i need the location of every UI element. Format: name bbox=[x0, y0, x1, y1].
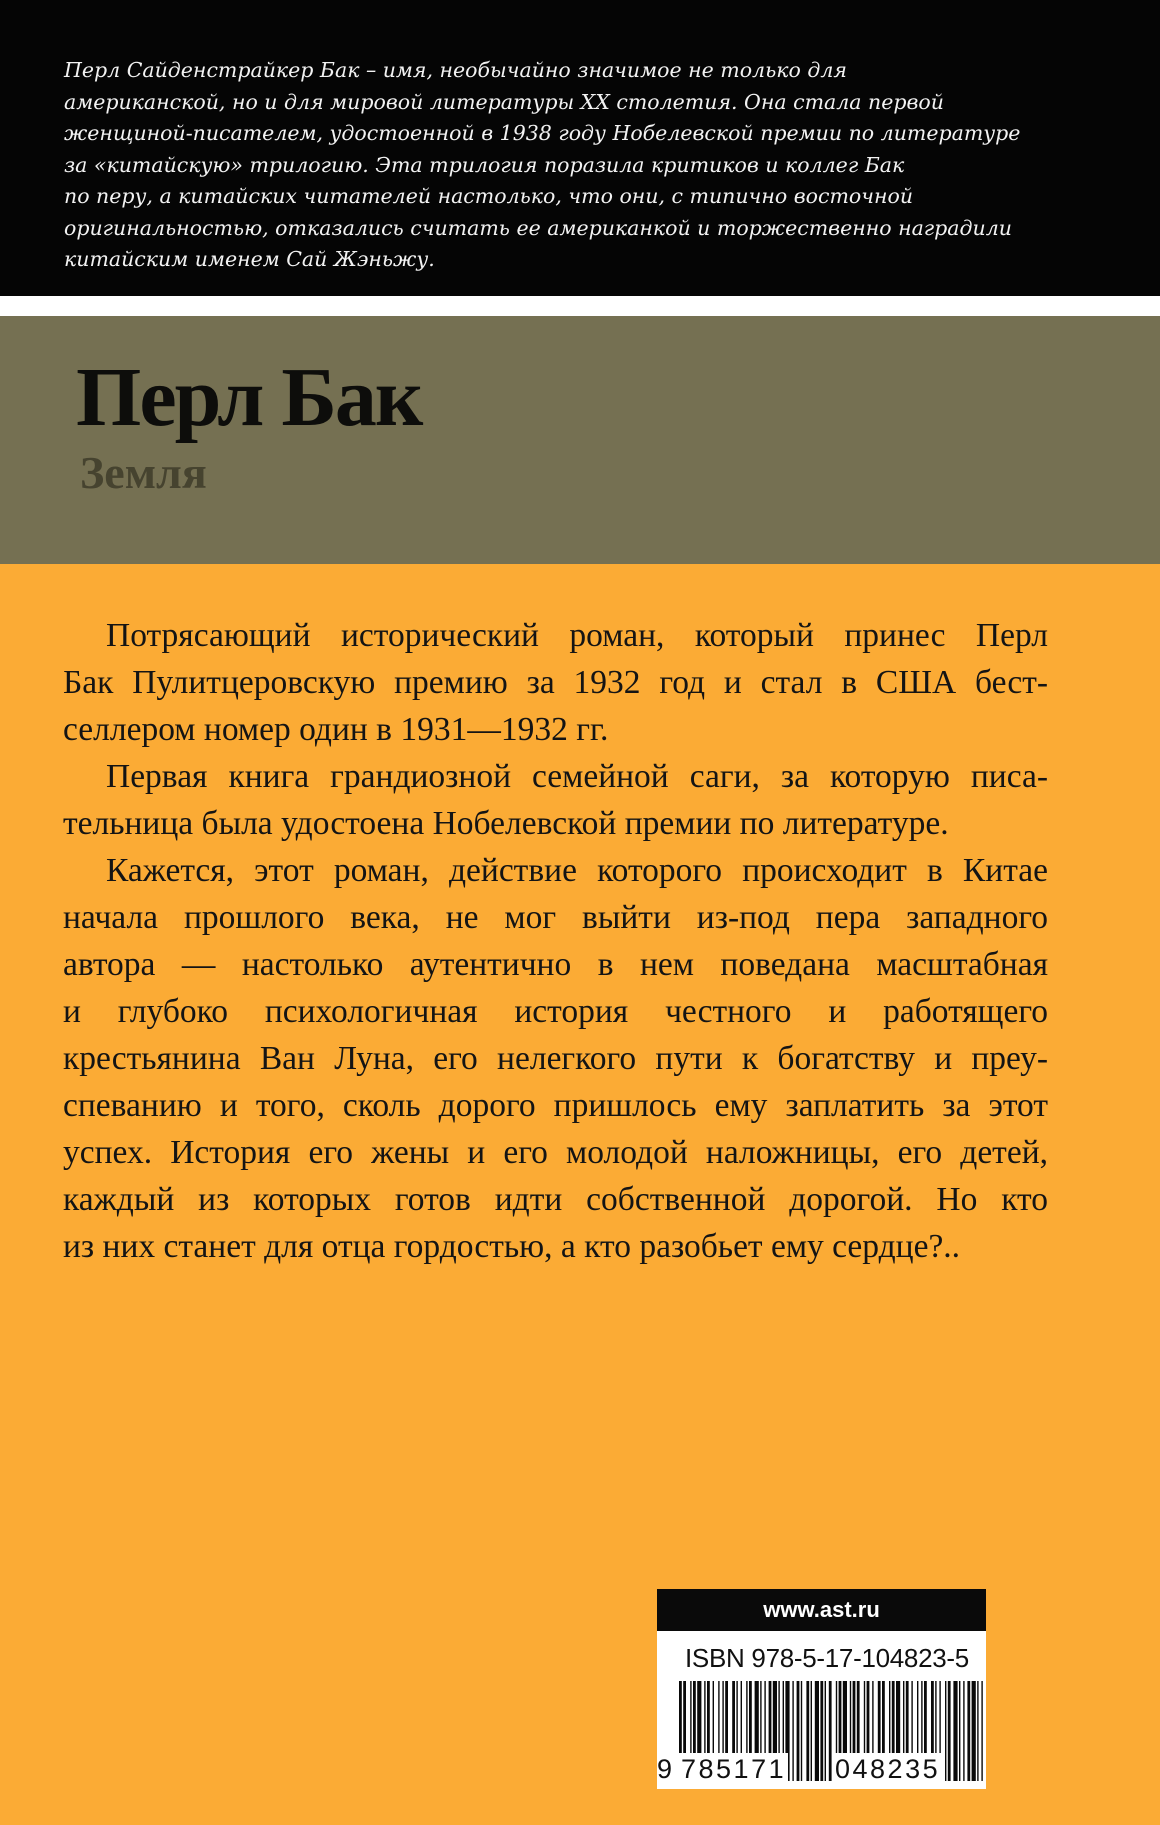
author-bio-line: американской, но и для мировой литературы XX столетия. Она стала первой bbox=[64, 89, 944, 114]
annotation-line: успех. История его жены и его молодой наложницы, его детей, bbox=[63, 1134, 1048, 1171]
barcode-digit-first: 9 bbox=[657, 1753, 678, 1785]
author-name: Перл Бак bbox=[76, 351, 422, 444]
book-annotation bbox=[63, 612, 1048, 1270]
annotation-line: каждый из которых готов идти собственной дорогой. Но кто bbox=[63, 1181, 1048, 1218]
author-bio-line: оригинальностью, отказались считать ее американкой и торжественно наградили bbox=[64, 215, 1012, 240]
annotation-line: селлером номер один в 1931—1932 гг. bbox=[63, 711, 609, 748]
title-band bbox=[0, 316, 1160, 564]
author-bio-line: по перу, а китайских читателей настолько, что они, с типично восточной bbox=[64, 184, 914, 208]
annotation-line: Первая книга грандиозной семейной саги, за которую писа- bbox=[106, 758, 1048, 795]
divider-strip bbox=[0, 296, 1160, 316]
annotation-line: крестьянина Ван Луна, его нелегкого пути к богатству и преу- bbox=[63, 1040, 1048, 1077]
barcode-digits bbox=[657, 1753, 986, 1785]
barcode-digits-left: 785171 bbox=[681, 1754, 787, 1784]
annotation-line: начала прошлого века, не мог выйти из-под пера западного bbox=[63, 899, 1048, 936]
author-bio-line: Перл Сайденстрайкер Бак – имя, необычайно значимое не только для bbox=[64, 58, 847, 82]
annotation-line: тельница была удостоена Нобелевской премии по литературе. bbox=[63, 805, 949, 842]
author-bio-text bbox=[64, 55, 1104, 276]
isbn-number: ISBN 978-5-17-104823-5 bbox=[685, 1643, 969, 1673]
annotation-line: Бак Пулитцеровскую премию за 1932 год и стал в США бест- bbox=[63, 664, 1048, 701]
author-bio-line: за «китайскую» трилогию. Эта трилогия поразила критиков и коллег Бак bbox=[64, 152, 905, 177]
author-bio-line: женщиной-писателем, удостоенной в 1938 году Нобелевской премии по литературе bbox=[64, 121, 1021, 145]
annotation-line: и глубоко психологичная история честного и работящего bbox=[63, 993, 1048, 1030]
annotation-line: из них станет для отца гордостью, а кто разобьет ему сердце?.. bbox=[63, 1228, 961, 1265]
publisher-url: www.ast.ru bbox=[657, 1589, 986, 1631]
annotation-line: спеванию и того, сколь дорого пришлось ему заплатить за этот bbox=[63, 1087, 1048, 1124]
author-bio-band bbox=[0, 0, 1160, 296]
annotation-line: Потрясающий исторический роман, который принес Перл bbox=[106, 617, 1048, 654]
barcode-digits-right: 048235 bbox=[835, 1754, 941, 1784]
publisher-barcode-block bbox=[657, 1589, 986, 1789]
annotation-line: автора — настолько аутентично в нем поведана масштабная bbox=[63, 946, 1048, 983]
annotation-line: Кажется, этот роман, действие которого происходит в Китае bbox=[106, 852, 1048, 889]
book-title: Земля bbox=[80, 447, 207, 498]
author-bio-line: китайским именем Сай Жэньжу. bbox=[64, 247, 435, 271]
